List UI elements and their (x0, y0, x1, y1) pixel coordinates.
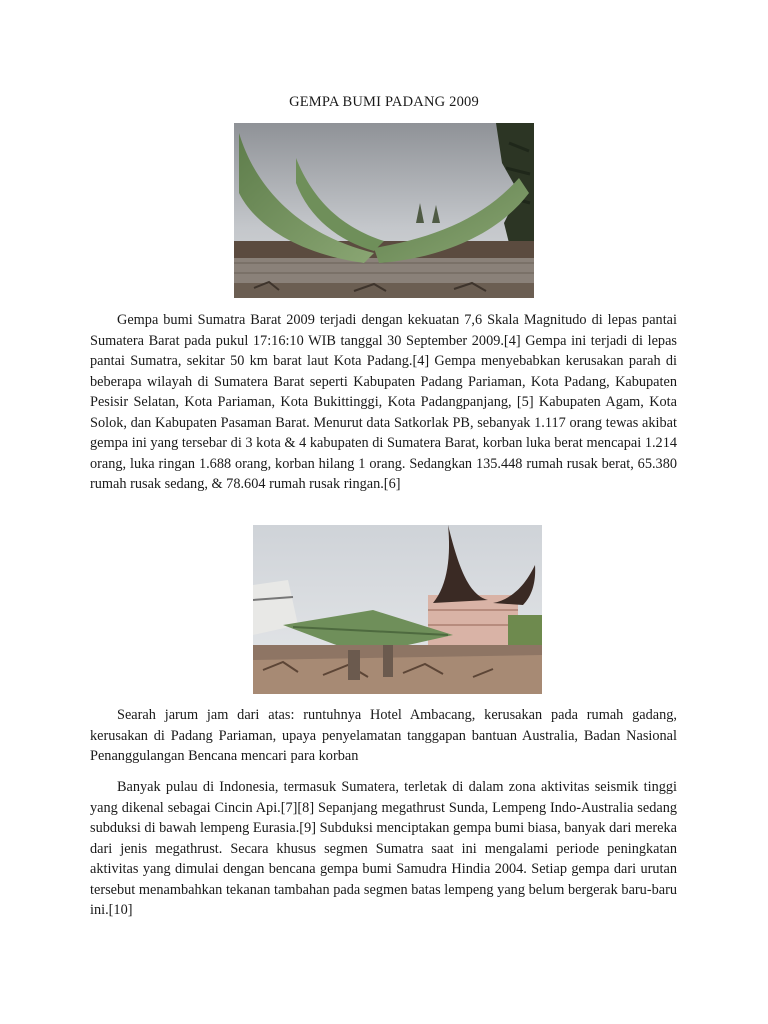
damaged-building-photo (253, 525, 542, 694)
collapsed-rumah-gadang-photo (234, 123, 534, 298)
paragraph-tectonic-setting: Banyak pulau di Indonesia, termasuk Sumatera, terletak di dalam zona aktivitas seismik tinggi yang dikenal sebagai Cincin Api.[7][8] Sepanjang megathrust Sunda, Lempeng Indo-Australia sedang subduksi di bawah lempeng Eurasia.[9] Subduksi menciptakan gempa bumi biasa, banyak dari mereka dari jenis megathrust. Secara khusus segmen Sumatra saat ini mengalami periode peningkatan aktivitas yang dimulai dengan bencana gempa bumi Samudra Hindia 2004. Setiap gempa dari urutan tersebut menambahkan tekanan tambahan pada segmen batas lempeng yang belum bergerak baru-baru ini.[10] (90, 779, 677, 918)
paragraph-earthquake-summary: Gempa bumi Sumatra Barat 2009 terjadi dengan kekuatan 7,6 Skala Magnitudo di lepas pantai Sumatera Barat pada pukul 17:16:10 WIB tanggal 30 September 2009.[4] Gempa ini terjadi di lepas pantai Sumatra, sekitar 50 km barat laut Kota Padang.[4] Gempa menyebabkan kerusakan parah di beberapa wilayah di Sumatera Barat seperti Kabupaten Padang Pariaman, Kota Padang, Kabupaten Pesisir Selatan, Kota Pariaman, Kota Bukittinggi, Kota Padangpanjang, [5] Kabupaten Agam, Kota Solok, dan Kabupaten Pasaman Barat. Menurut data Satkorlak PB, sebanyak 1.117 orang tewas akibat gempa ini yang tersebar di 3 kota & 4 kabupaten di Sumatera Barat, korban luka berat mencapai 1.214 orang, luka ringan 1.688 orang, korban hilang 1 orang. Sedangkan 135.448 rumah rusak berat, 65.380 rumah rusak sedang, & 78.604 rumah rusak ringan.[6] (90, 312, 677, 492)
paragraph-photo-caption: Searah jarum jam dari atas: runtuhnya Hotel Ambacang, kerusakan pada rumah gadang, kerusakan di Padang Pariaman, upaya penyelamatan tanggapan bantuan Australia, Badan Nasional Penanggulangan Bencana mencari para korban (90, 707, 677, 764)
document-title: GEMPA BUMI PADANG 2009 (289, 94, 479, 110)
